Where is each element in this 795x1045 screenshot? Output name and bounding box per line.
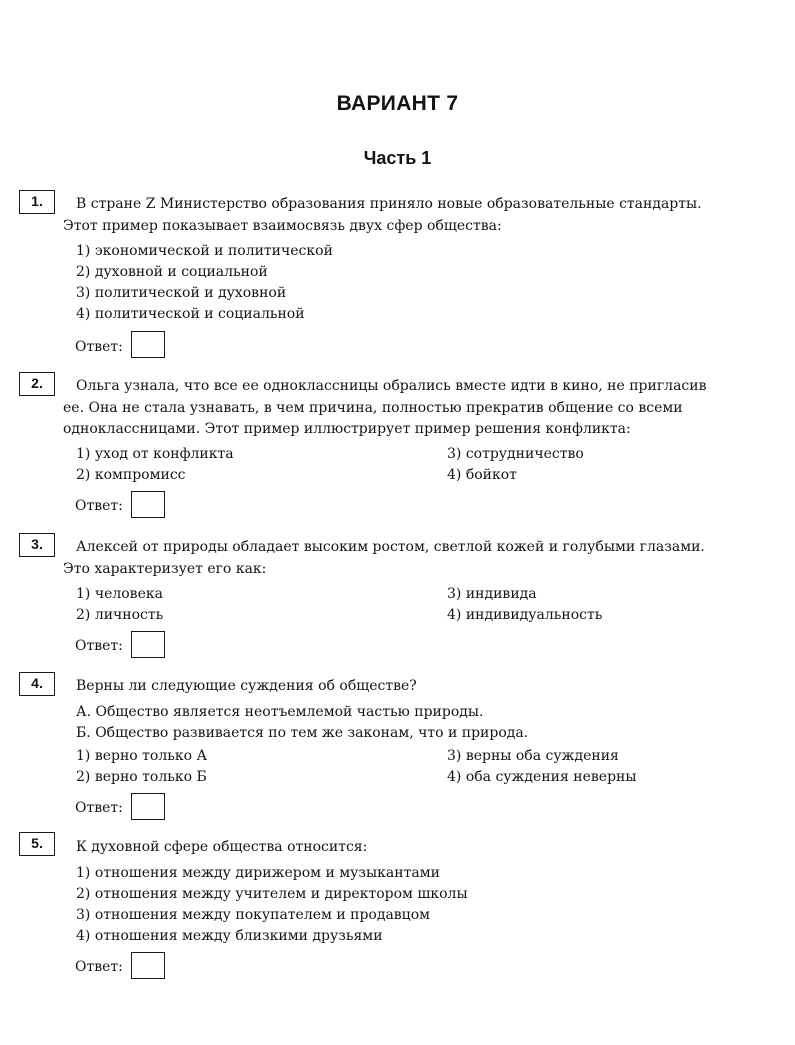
task-1-answer-box[interactable]: [131, 331, 165, 358]
task-4-option-3: 3) верны оба суждения: [447, 748, 619, 764]
task-5-answer-box[interactable]: [131, 952, 165, 979]
task-3-text-line-2: Это характеризует его как:: [63, 561, 267, 577]
task-4-option-2: 2) верно только Б: [76, 769, 207, 785]
task-5-answer-label: Ответ:: [75, 959, 123, 975]
task-3-number: 3.: [19, 533, 55, 557]
task-5-option-2: 2) отношения между учителем и директором школы: [76, 886, 468, 902]
task-4-statement-a: А. Общество является неотъемлемой частью природы.: [76, 704, 484, 720]
task-2-option-4: 4) бойкот: [447, 467, 517, 483]
task-4-option-4: 4) оба суждения неверны: [447, 769, 637, 785]
task-4-answer-label: Ответ:: [75, 800, 123, 816]
task-5-text-line-1: К духовной сфере общества относится:: [76, 839, 368, 855]
task-5-option-3: 3) отношения между покупателем и продавцом: [76, 907, 431, 923]
task-5-option-4: 4) отношения между близкими друзьями: [76, 928, 383, 944]
task-2-option-3: 3) сотрудничество: [447, 446, 584, 462]
task-3-option-4: 4) индивидуальность: [447, 607, 603, 623]
task-1-option-2: 2) духовной и социальной: [76, 264, 268, 280]
task-2-text-line-3: одноклассницами. Этот пример иллюстрирует пример решения конфликта:: [63, 421, 631, 437]
task-5-option-1: 1) отношения между дирижером и музыкантами: [76, 865, 440, 881]
task-4-option-1: 1) верно только А: [76, 748, 208, 764]
task-4-answer-box[interactable]: [131, 793, 165, 820]
task-3-option-1: 1) человека: [76, 586, 163, 602]
task-3-answer-box[interactable]: [131, 631, 165, 658]
task-2-answer-label: Ответ:: [75, 498, 123, 514]
task-2-text-line-1: Ольга узнала, что все ее одноклассницы обрались вместе идти в кино, не пригласив: [76, 378, 707, 394]
task-2-answer-box[interactable]: [131, 491, 165, 518]
task-1-option-1: 1) экономической и политической: [76, 243, 333, 259]
task-1-text-line-2: Этот пример показывает взаимосвязь двух сфер общества:: [63, 218, 502, 234]
task-2-option-1: 1) уход от конфликта: [76, 446, 234, 462]
variant-title: ВАРИАНТ 7: [336, 92, 459, 115]
part-title: Часть 1: [363, 148, 432, 168]
task-1-answer-label: Ответ:: [75, 339, 123, 355]
task-3-option-3: 3) индивида: [447, 586, 537, 602]
task-1-number: 1.: [19, 190, 55, 214]
task-2-number: 2.: [19, 372, 55, 396]
task-1-option-3: 3) политической и духовной: [76, 285, 287, 301]
task-2-text-line-2: ее. Она не стала узнавать, в чем причина, полностью прекратив общение со всеми: [63, 400, 683, 416]
task-4-statement-b: Б. Общество развивается по тем же законам, что и природа.: [76, 725, 529, 741]
task-1-text-line-1: В стране Z Министерство образования приняло новые образовательные стандарты.: [76, 196, 702, 212]
task-1-option-4: 4) политической и социальной: [76, 306, 305, 322]
task-3-answer-label: Ответ:: [75, 638, 123, 654]
task-3-option-2: 2) личность: [76, 607, 164, 623]
task-3-text-line-1: Алексей от природы обладает высоким ростом, светлой кожей и голубыми глазами.: [76, 539, 705, 555]
task-5-number: 5.: [19, 832, 55, 856]
task-4-text-line-1: Верны ли следующие суждения об обществе?: [76, 678, 417, 694]
task-4-number: 4.: [19, 672, 55, 696]
task-2-option-2: 2) компромисс: [76, 467, 186, 483]
